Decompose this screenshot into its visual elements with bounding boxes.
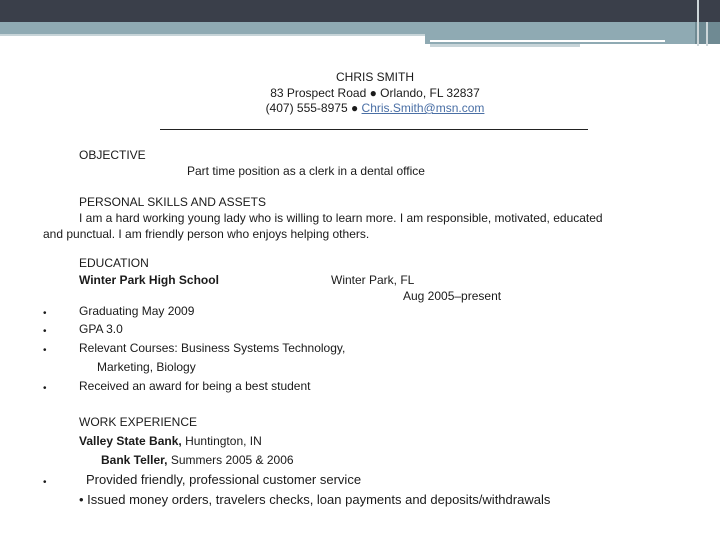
- skills-text-line: I am a hard working young lady who is willing to learn more. I am responsible, motivated, educated: [79, 211, 603, 225]
- list-item: Received an award for being a best student: [79, 379, 311, 393]
- resume-name: CHRIS SMITH: [336, 70, 414, 84]
- header-divider: [706, 22, 708, 46]
- school-dates: Aug 2005–present: [403, 289, 502, 303]
- bullet: •: [43, 477, 47, 488]
- header-bar-accent-right: [425, 34, 720, 44]
- job-title-line: [101, 453, 294, 468]
- list-item: GPA 3.0: [79, 322, 123, 336]
- address-line: 83 Prospect Road ● Orlando, FL 32837: [270, 86, 480, 100]
- header-divider: [697, 0, 699, 46]
- employer-location: Huntington, IN: [181, 434, 262, 448]
- bullet: •: [43, 326, 47, 337]
- duty-item: • Issued money orders, travelers checks, loan payments and deposits/withdrawals: [79, 492, 551, 507]
- work-heading: WORK EXPERIENCE: [79, 415, 198, 429]
- header-stripe: [430, 44, 580, 47]
- bullet: •: [43, 308, 47, 319]
- school-location: Winter Park, FL: [331, 273, 415, 287]
- education-heading: EDUCATION: [79, 256, 149, 270]
- skills-heading: PERSONAL SKILLS AND ASSETS: [79, 195, 266, 209]
- skills-text-line: and punctual. I am friendly person who enjoys helping others.: [43, 227, 370, 241]
- phone-number: (407) 555-8975 ●: [265, 101, 362, 115]
- header-bar-accent: [0, 22, 720, 34]
- divider-line: [160, 129, 588, 130]
- employer-name: Valley State Bank,: [79, 434, 182, 448]
- list-item: Relevant Courses: Business Systems Technology,: [79, 341, 346, 355]
- job-period: Summers 2005 & 2006: [167, 453, 294, 467]
- duty-item: Provided friendly, professional customer service: [86, 472, 362, 487]
- bullet: •: [43, 345, 47, 356]
- employer-line: [79, 434, 262, 449]
- header-stripe: [0, 34, 425, 36]
- objective-text: Part time position as a clerk in a dental office: [187, 164, 425, 178]
- list-item: Graduating May 2009: [79, 304, 195, 318]
- school-name: Winter Park High School: [79, 273, 219, 287]
- header-stripe: [430, 40, 665, 42]
- job-title: Bank Teller,: [101, 453, 168, 467]
- bullet: •: [43, 383, 47, 394]
- contact-line: [160, 101, 590, 116]
- email-link[interactable]: Chris.Smith@msn.com: [361, 101, 485, 115]
- objective-heading: OBJECTIVE: [79, 148, 146, 162]
- list-item-continuation: Marketing, Biology: [97, 360, 196, 374]
- header-bar-dark: [0, 0, 720, 22]
